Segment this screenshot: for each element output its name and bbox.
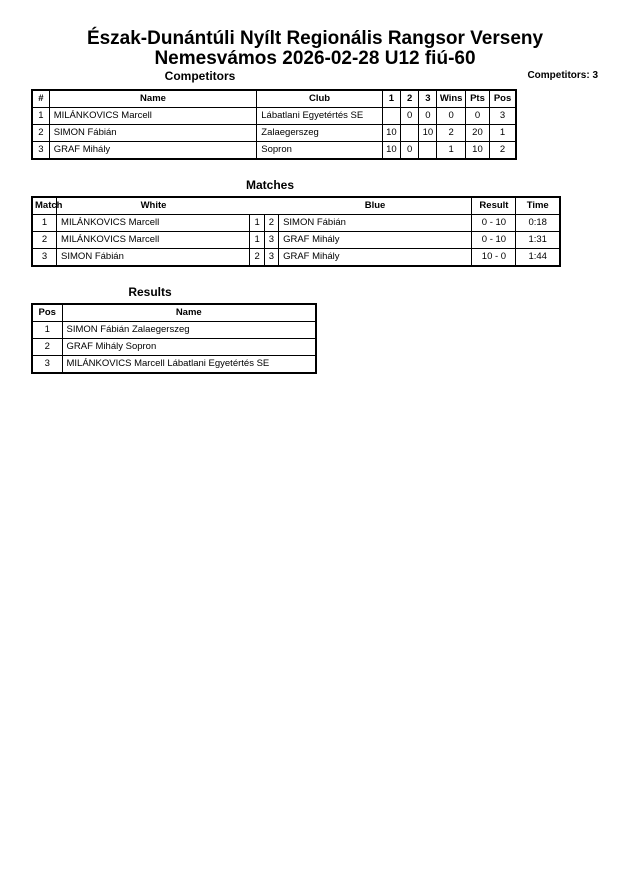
table-row <box>32 108 516 125</box>
col-header: Match <box>32 197 57 215</box>
table-row <box>32 356 316 374</box>
cell-pos: 2 <box>490 142 516 160</box>
cell-white-num: 1 <box>250 232 264 249</box>
col-header: 1 <box>382 90 400 108</box>
table-row <box>32 322 316 339</box>
table-row <box>32 249 560 267</box>
col-header: Name <box>62 304 316 322</box>
col-header: Wins <box>437 90 465 108</box>
page-title: Észak-Dunántúli Nyílt Regionális Rangsor Verseny <box>86 28 544 49</box>
table-row <box>32 232 560 249</box>
cell-white: MILÁNKOVICS Marcell <box>57 232 250 249</box>
table-row <box>32 142 516 160</box>
cell-pts: 0 <box>465 108 489 125</box>
col-header: Club <box>257 90 383 108</box>
cell-name: GRAF Mihály Sopron <box>62 339 316 356</box>
cell-pos: 1 <box>32 322 62 339</box>
results-heading: Results <box>128 285 172 299</box>
cell-white: MILÁNKOVICS Marcell <box>57 215 250 232</box>
cell-score <box>401 125 419 142</box>
cell-club: Lábatlani Egyetértés SE <box>257 108 383 125</box>
cell-match: 2 <box>32 232 57 249</box>
cell-blue: SIMON Fábián <box>279 215 472 232</box>
cell-score: 10 <box>382 125 400 142</box>
cell-pos: 2 <box>32 339 62 356</box>
cell-wins: 0 <box>437 108 465 125</box>
cell-pos: 1 <box>490 125 516 142</box>
competitors-heading: Competitors <box>164 69 236 83</box>
col-header: 2 <box>401 90 419 108</box>
cell-club: Zalaegerszeg <box>257 125 383 142</box>
table-row <box>32 339 316 356</box>
cell-score: 10 <box>382 142 400 160</box>
cell-white-num: 2 <box>250 249 264 267</box>
page-subtitle: Nemesvámos 2026-02-28 U12 fiú-60 <box>154 48 476 69</box>
cell-result: 0 - 10 <box>472 232 516 249</box>
col-header: 3 <box>419 90 437 108</box>
cell-score: 0 <box>401 142 419 160</box>
cell-name: GRAF Mihály <box>49 142 257 160</box>
cell-pos: 3 <box>32 356 62 374</box>
cell-score <box>419 142 437 160</box>
cell-score: 0 <box>401 108 419 125</box>
cell-time: 1:44 <box>516 249 560 267</box>
cell-wins: 1 <box>437 142 465 160</box>
cell-match: 1 <box>32 215 57 232</box>
cell-name: SIMON Fábián Zalaegerszeg <box>62 322 316 339</box>
table-row <box>32 125 516 142</box>
cell-result: 0 - 10 <box>472 215 516 232</box>
cell-white-num: 1 <box>250 215 264 232</box>
cell-score: 0 <box>419 108 437 125</box>
competitors-count: Competitors: 3 <box>527 70 598 81</box>
cell-match: 3 <box>32 249 57 267</box>
col-header: Result <box>472 197 516 215</box>
table-row <box>32 215 560 232</box>
cell-name: SIMON Fábián <box>49 125 257 142</box>
cell-score: 10 <box>419 125 437 142</box>
cell-pts: 10 <box>465 142 489 160</box>
cell-name: MILÁNKOVICS Marcell Lábatlani Egyetértés SE <box>62 356 316 374</box>
col-header: White <box>57 197 250 215</box>
col-header: Name <box>49 90 257 108</box>
col-header: Pts <box>465 90 489 108</box>
cell-wins: 2 <box>437 125 465 142</box>
matches-heading: Matches <box>245 178 295 192</box>
cell-pos: 3 <box>490 108 516 125</box>
cell-score <box>382 108 400 125</box>
cell-time: 0:18 <box>516 215 560 232</box>
cell-num: 1 <box>32 108 49 125</box>
cell-blue: GRAF Mihály <box>279 249 472 267</box>
cell-blue: GRAF Mihály <box>279 232 472 249</box>
cell-time: 1:31 <box>516 232 560 249</box>
results-table <box>31 303 317 374</box>
col-header: Pos <box>32 304 62 322</box>
col-header: Pos <box>490 90 516 108</box>
results-header-row <box>32 304 316 322</box>
cell-num: 2 <box>32 125 49 142</box>
cell-club: Sopron <box>257 142 383 160</box>
col-header-spacer <box>250 197 264 215</box>
col-header: Blue <box>279 197 472 215</box>
col-header: # <box>32 90 49 108</box>
cell-name: MILÁNKOVICS Marcell <box>49 108 257 125</box>
cell-blue-num: 3 <box>264 249 278 267</box>
cell-result: 10 - 0 <box>472 249 516 267</box>
cell-num: 3 <box>32 142 49 160</box>
matches-header-row <box>32 197 560 215</box>
cell-white: SIMON Fábián <box>57 249 250 267</box>
col-header-spacer <box>264 197 278 215</box>
matches-table <box>31 196 561 267</box>
cell-blue-num: 3 <box>264 232 278 249</box>
col-header: Time <box>516 197 560 215</box>
cell-blue-num: 2 <box>264 215 278 232</box>
competitors-table <box>31 89 517 160</box>
cell-pts: 20 <box>465 125 489 142</box>
competitors-header-row <box>32 90 516 108</box>
